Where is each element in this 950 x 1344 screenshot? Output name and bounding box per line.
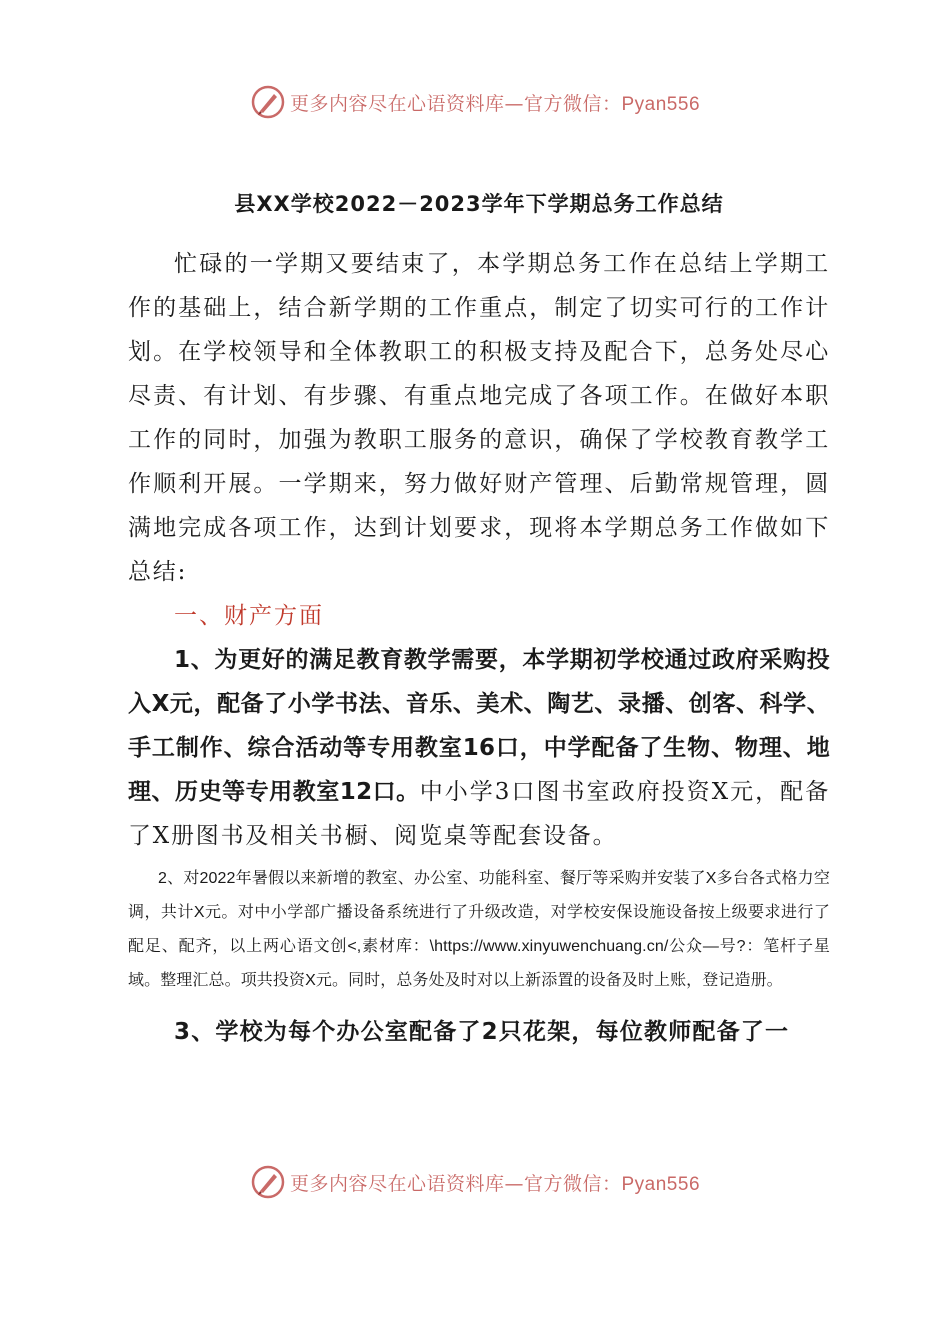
fountain-pen-logo-icon [250, 84, 286, 120]
item-2-paragraph: 2、对2022年暑假以来新增的教室、办公室、功能科室、餐厅等采购并安装了X多台各式格力空调，共计X元。对中小学部广播设备系统进行了升级改造，对学校安保设施设备按上级要求进行了配足、配齐，以上两心语文创<,素材库：\https://www.xinyuwenchuang.cn/公众—号?：笔杆子星域。整理汇总。项共投资X元。同时，总务处及时对以上新添置的设备及时上账，登记造册。 [128, 870, 830, 989]
item-1-paragraph [128, 638, 830, 858]
watermark-text: 更多内容尽在心语资料库—官方微信：Pyan556 [289, 1172, 701, 1195]
section-heading-property: 一、财产方面 [174, 603, 324, 629]
watermark-text: 更多内容尽在心语资料库—官方微信：Pyan556 [289, 92, 701, 115]
item-1-bold-text: 1、为更好的满足教育教学需要，本学期初学校通过政府采购投入X元，配备了小学书法、音乐、美术、陶艺、录播、创客、科学、手工制作、综合活动等专用教室16口，中学配备了生物、物理、地理、历史等专用教室12口。 [128, 647, 830, 805]
watermark-banner-bottom [0, 1160, 950, 1204]
fountain-pen-logo-icon [250, 1164, 286, 1200]
watermark-banner-top [0, 80, 950, 124]
item-1-normal-text: 中小学3口图书室政府投资X元，配备了X册图书及相关书橱、阅览桌等配套设备。 [128, 779, 830, 849]
item-3-paragraph: 3、学校为每个办公室配备了2只花架，每位教师配备了一 [174, 1019, 790, 1045]
document-body [128, 188, 830, 1054]
document-title: 县XX学校2022－2023学年下学期总务工作总结 [234, 192, 724, 216]
intro-paragraph: 忙碌的一学期又要结束了，本学期总务工作在总结上学期工作的基础上，结合新学期的工作重点，制定了切实可行的工作计划。在学校领导和全体教职工的积极支持及配合下，总务处尽心尽责、有计划、有步骤、有重点地完成了各项工作。在做好本职工作的同时，加强为教职工服务的意识，确保了学校教育教学工作顺利开展。一学期来，努力做好财产管理、后勤常规管理，圆满地完成各项工作，达到计划要求，现将本学期总务工作做如下总结: [128, 251, 830, 585]
